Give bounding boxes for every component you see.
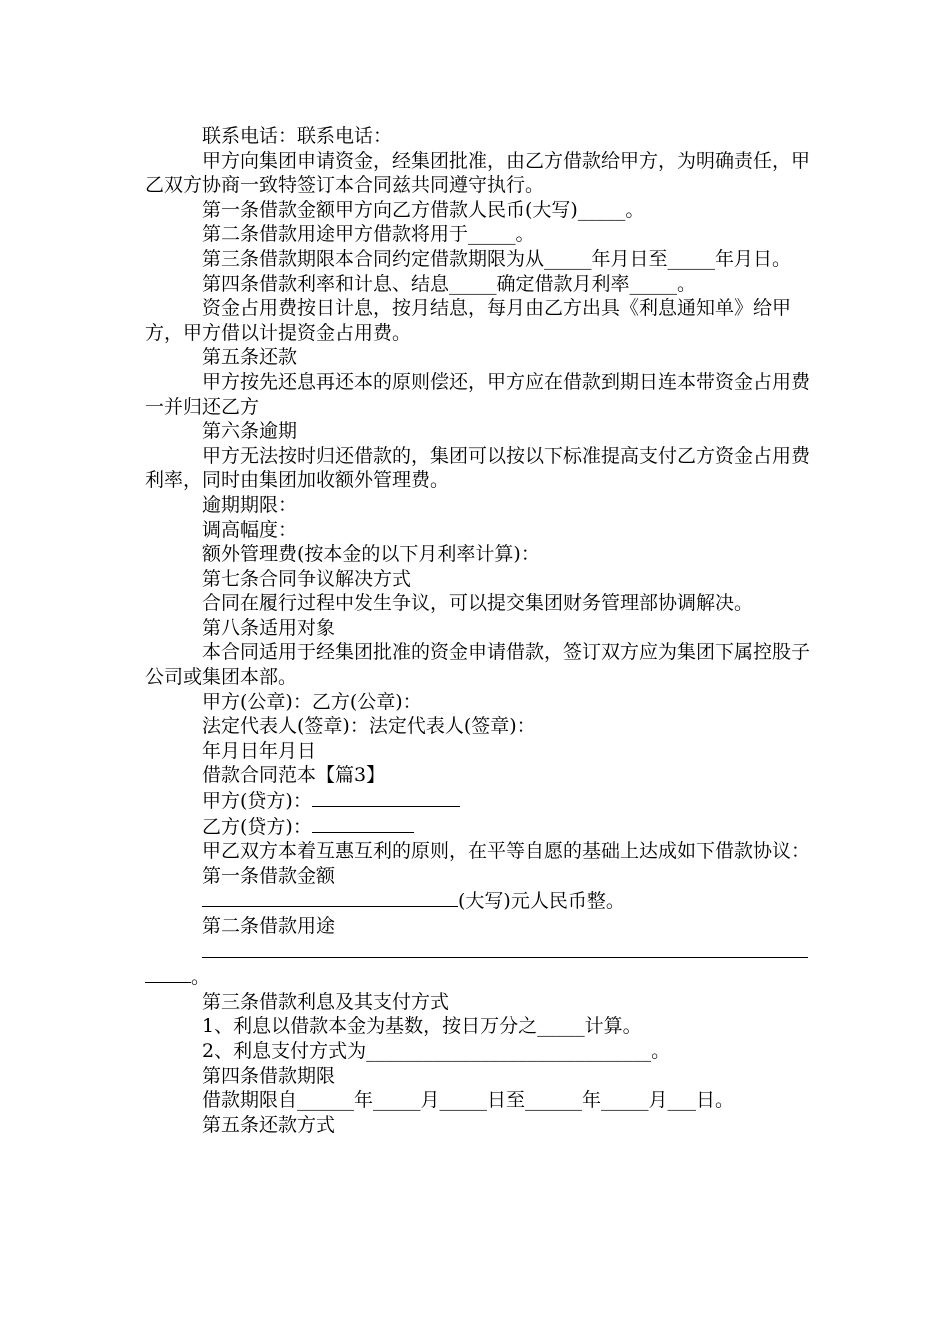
article-1-amount: 第一条借款金额甲方向乙方借款人民币(大写)_____。 (202, 198, 645, 221)
intro-paragraph: 甲方向集团申请资金，经集团批准，由乙方借款给甲方，为明确责任，甲乙双方协商一致特签订本合同兹共同遵守执行。 (145, 149, 811, 197)
loan-term-line: 借款期限自______年_____月_____日至______年_____月___日。 (202, 1089, 735, 1112)
purpose-period: 。 (191, 966, 211, 989)
party-a-blank (312, 788, 460, 807)
purpose-blank-short (145, 964, 191, 983)
contract-text (145, 124, 810, 1137)
rate-increase-line: 调高幅度： (202, 518, 298, 541)
interest-payment-line: 2、利息支付方式为______________________________。 (202, 1039, 671, 1062)
seal-line: 甲方(公章)：乙方(公章)： (202, 690, 422, 713)
party-a-label: 甲方(贷方)： (202, 790, 312, 813)
article-5-heading-b: 第五条还款方式 (202, 1113, 336, 1136)
article-2-purpose: 第二条借款用途甲方借款将用于_____。 (202, 223, 535, 246)
article-4-interest: 第四条借款利率和计息、结息_____确定借款月利率_____。 (202, 272, 697, 295)
article-4-heading-b: 第四条借款期限 (202, 1064, 336, 1087)
dispute-paragraph: 合同在履行过程中发生争议，可以提交集团财务管理部协调解决。 (202, 592, 754, 615)
extra-fee-line: 额外管理费(按本金的以下月利率计算)： (202, 543, 540, 566)
article-5-heading: 第五条还款 (202, 346, 298, 369)
party-a-line (145, 788, 810, 814)
interest-basis-line: 1、利息以借款本金为基数，按日万分之_____计算。 (202, 1015, 642, 1038)
overdue-paragraph: 甲方无法按时归还借款的，集团可以按以下标准提高支付乙方资金占用费利率，同时由集团加收额外管理费。 (145, 444, 811, 492)
amount-blank (202, 888, 458, 907)
article-1-heading-b: 第一条借款金额 (202, 864, 336, 887)
section-title-part-3: 借款合同范本【篇3】 (202, 764, 386, 787)
representative-line: 法定代表人(签章)：法定代表人(签章)： (202, 715, 536, 738)
overdue-period-line: 逾期期限： (202, 493, 298, 516)
interest-calculation-paragraph: 资金占用费按日计息，按月结息，每月由乙方出具《利息通知单》给甲方，甲方借以计提资金占用费。 (145, 297, 792, 344)
agreement-paragraph: 甲乙双方本着互惠互利的原则，在平等自愿的基础上达成如下借款协议： (202, 840, 811, 863)
article-3-term: 第三条借款期限本合同约定借款期限为从_____年月日至_____年月日。 (202, 247, 792, 270)
article-3-heading-b: 第三条借款利息及其支付方式 (202, 990, 450, 1013)
repayment-paragraph: 甲方按先还息再还本的原则偿还，甲方应在借款到期日连本带资金占用费一并归还乙方 (145, 370, 811, 418)
article-7-heading: 第七条合同争议解决方式 (202, 567, 412, 590)
scope-paragraph: 本合同适用于经集团批准的资金申请借款，签订双方应为集团下属控股子公司或集团本部。 (145, 641, 811, 689)
article-8-heading: 第八条适用对象 (202, 616, 336, 639)
party-b-blank (312, 814, 414, 833)
amount-label: (大写)元人民币整。 (458, 890, 625, 913)
date-line: 年月日年月日 (202, 739, 317, 762)
party-b-label: 乙方(贷方)： (202, 815, 312, 838)
purpose-blank-tail (145, 964, 810, 990)
purpose-blank-long (202, 939, 808, 958)
contact-phone-line: 联系电话：联系电话： (202, 125, 393, 147)
article-2-heading-b: 第二条借款用途 (202, 915, 336, 937)
article-6-heading: 第六条逾期 (202, 420, 298, 443)
amount-line (145, 888, 810, 914)
party-b-line (145, 814, 810, 840)
purpose-blank-line (145, 939, 810, 965)
